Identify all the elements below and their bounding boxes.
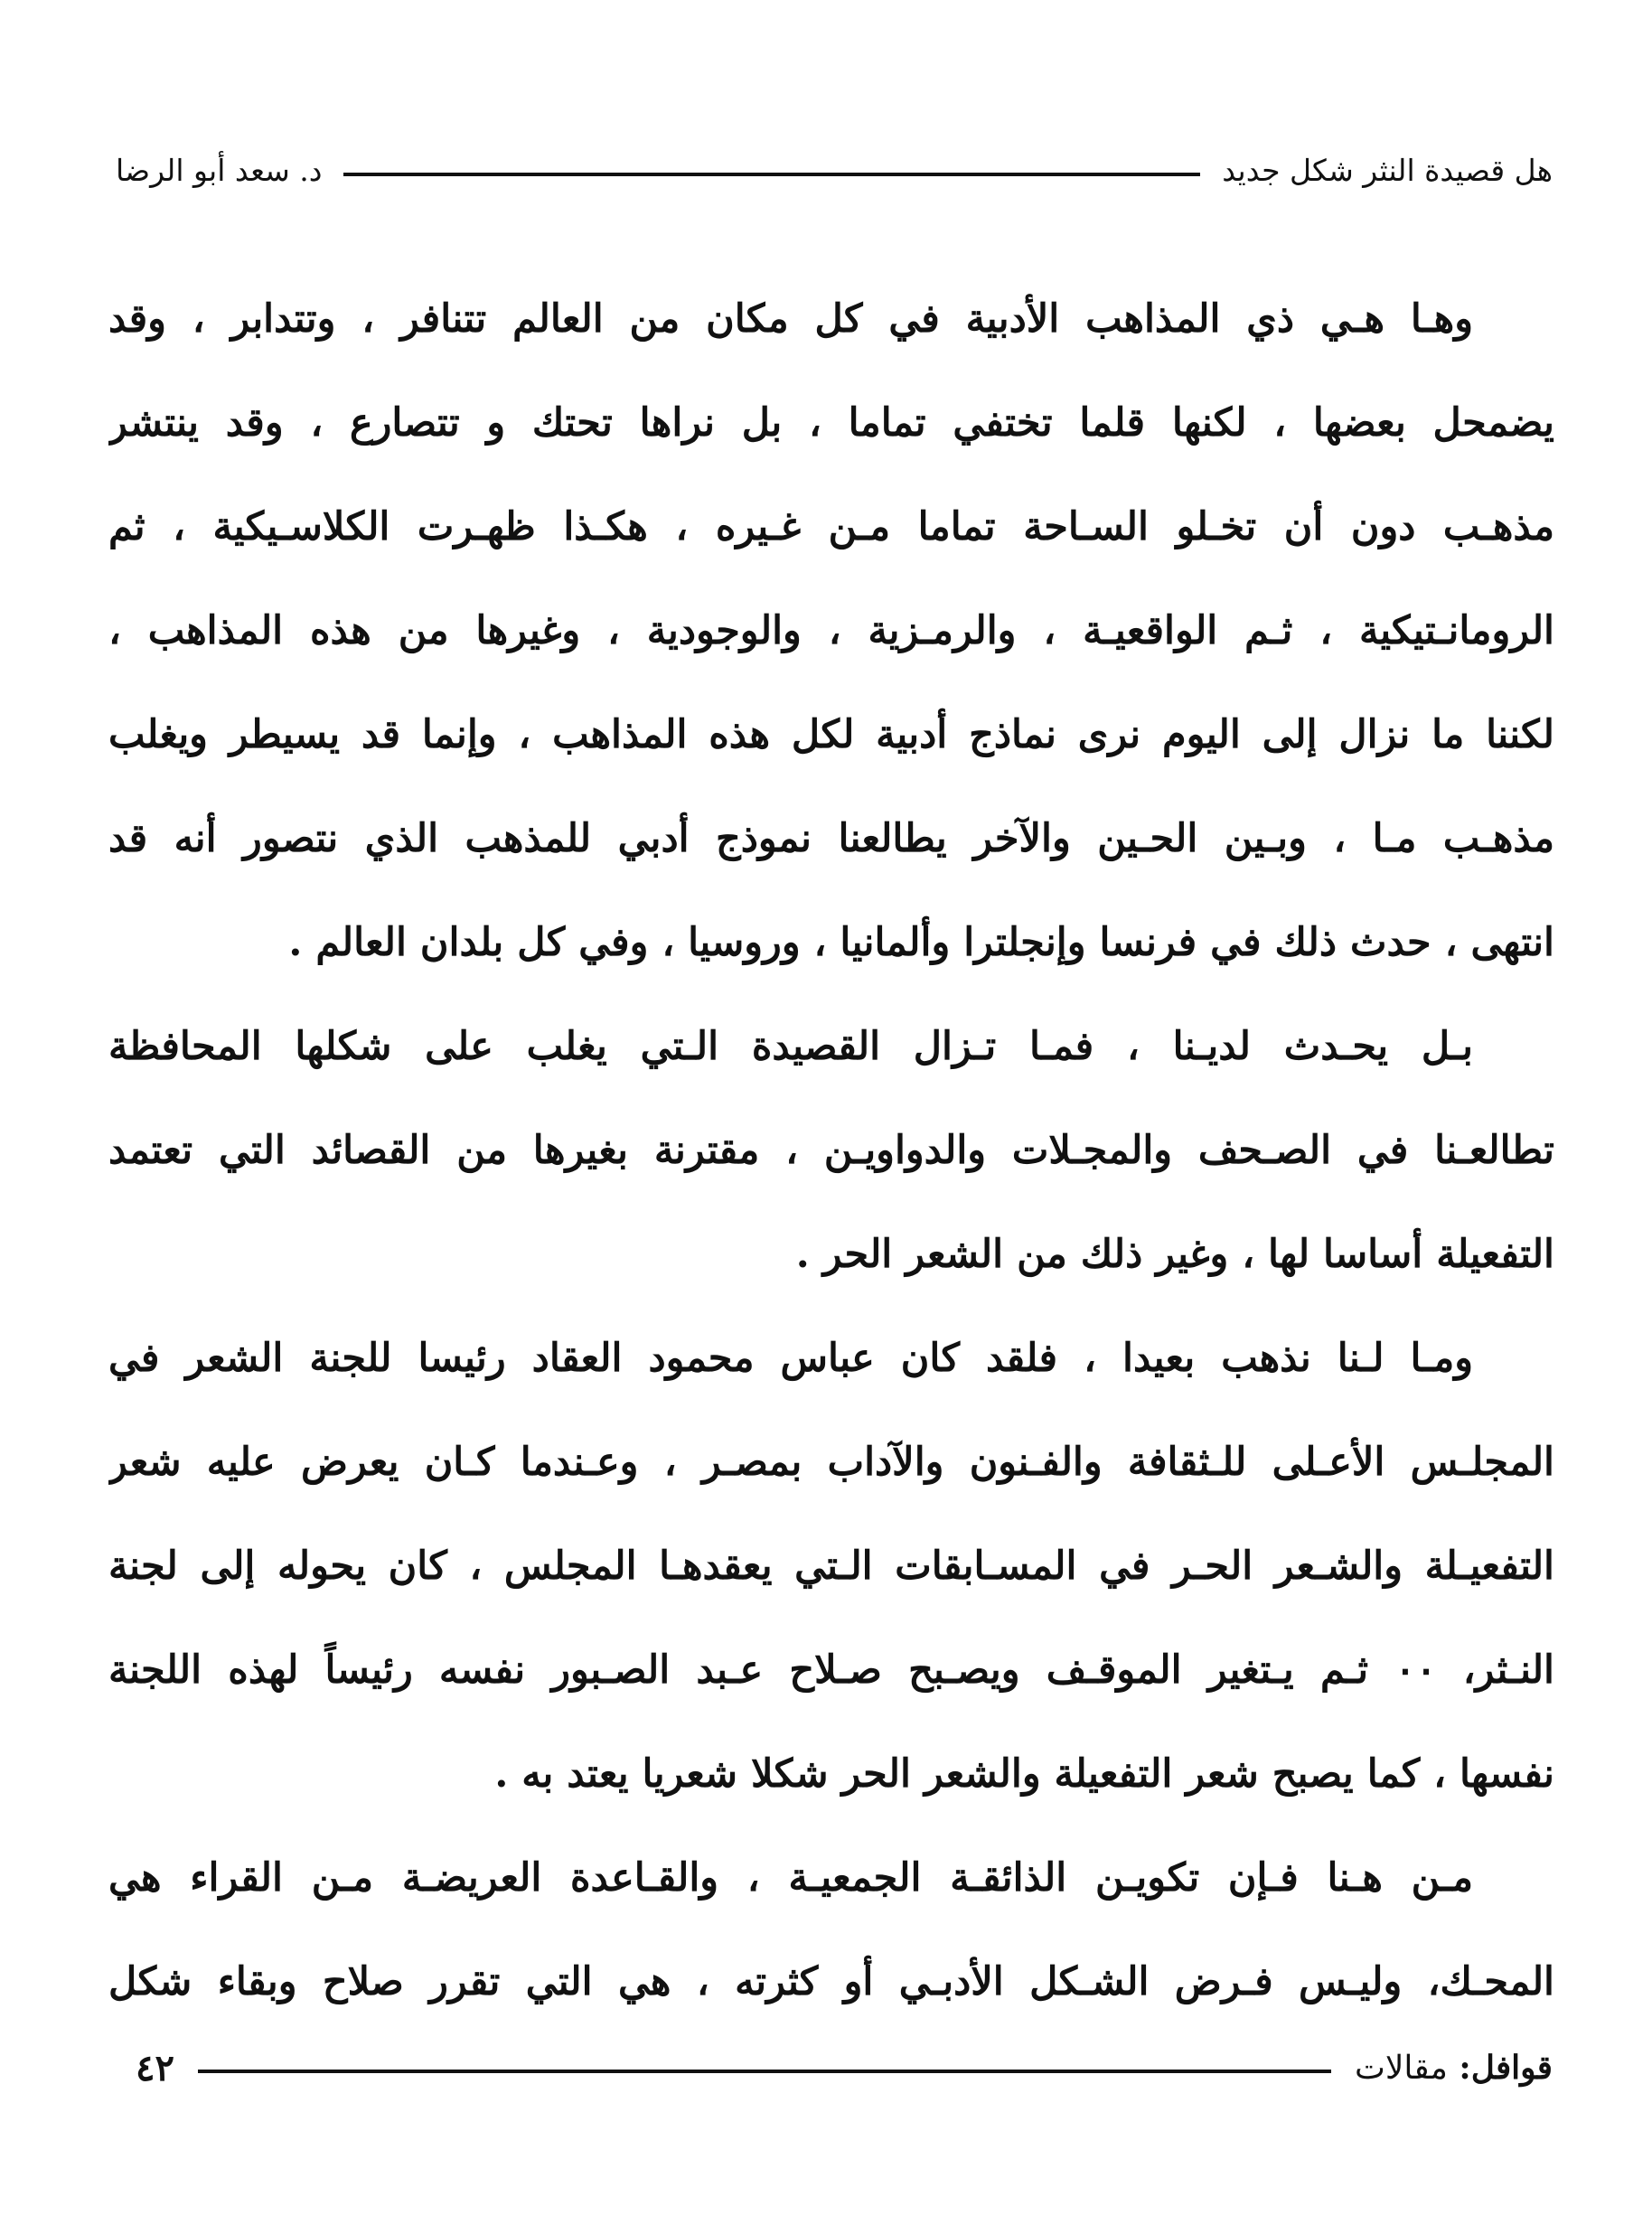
paragraph-4: [108, 1826, 1554, 2034]
footer-rule: [198, 2070, 1331, 2073]
article-body: [108, 268, 1554, 2034]
text-line: مذهـب دون أن تخـلو السـاحة تماما مـن غـيره ، هكـذا ظهـرت الكلاسـيكية ، ثم: [108, 504, 1554, 549]
text-line: المحـك، وليـس فـرض الشـكل الأدبـي أو كثرته ، هي التي تقرر صلاح وبقاء شكل: [108, 1959, 1554, 2004]
text-line: وهـا هـي ذي المذاهب الأدبية في كل مكان من العالم تتنافر ، وتتدابر ، وقد: [108, 296, 1473, 342]
paragraph-3: [108, 1307, 1554, 1826]
text-line: نفسها ، كما يصبح شعر التفعيلة والشعر الحر شكلا شعريا يعتد به .: [494, 1751, 1554, 1797]
text-line: التفعيلة أساسا لها ، وغير ذلك من الشعر الحر .: [795, 1232, 1554, 1277]
page-number: ٤٢: [136, 2046, 174, 2089]
footer-section-label: قوافل:: [1459, 2049, 1553, 2087]
text-line: الرومانـتيكية ، ثـم الواقعيـة ، والرمـزية ، والوجودية ، وغيرها من هذه المذاهب ،: [108, 608, 1554, 653]
text-line: مذهـب مـا ، وبـين الحـين والآخر يطالعنا نموذج أدبي للمذهب الذي نتصور أنه قد: [108, 816, 1554, 861]
text-line: مـن هـنا فـإن تكويـن الذائقـة الجمعيـة ، والقـاعدة العريضـة مـن القراء هي: [108, 1855, 1473, 1901]
text-line: يضمحل بعضها ، لكنها قلما تختفي تماما ، بل نراها تحتك و تتصارع ، وقد ينتشر: [108, 400, 1554, 446]
header-title: هل قصيدة النثر شكل جديد: [1222, 152, 1553, 188]
text-line: تطالعـنا في الصـحف والمجـلات والدواويـن ، مقترنة بغيرها من القصائد التي تعتمد: [108, 1128, 1554, 1173]
text-line: المجلـس الأعـلى للـثقافة والفـنون والآداب بمصـر ، وعـندما كـان يعرض عليه شعر: [108, 1440, 1554, 1485]
text-line: انتهى ، حدث ذلك في فرنسا وإنجلترا وألمانيا ، وروسيا ، وفي كل بلدان العالم .: [288, 920, 1554, 965]
header-rule: [343, 173, 1200, 176]
text-line: لكننا ما نزال إلى اليوم نرى نماذج أدبية لكل هذه المذاهب ، وإنما قد يسيطر ويغلب: [108, 712, 1554, 757]
text-line: النـثر، ٠٠ ثـم يـتغير الموقـف ويصـبح صـلاح عـبد الصـبور نفسه رئيساً لهذه اللجنة: [108, 1647, 1554, 1693]
text-line: التفعيـلة والشـعر الحـر في المسـابقات الـتي يعقدهـا المجلس ، كان يحوله إلى لجنة: [108, 1544, 1554, 1589]
footer-section-name: مقالات: [1354, 2050, 1448, 2087]
text-line: ومـا لـنا نذهب بعيدا ، فلقد كان عباس محمود العقاد رئيسا للجنة الشعر في: [108, 1336, 1473, 1381]
header-author: د. سعد أبو الرضا: [116, 152, 323, 188]
running-header: [116, 143, 1553, 197]
paragraph-2: [108, 995, 1554, 1307]
text-line: بـل يحـدث لديـنا ، فمـا تـزال القصيدة الـتي يغلب على شكلها المحافظة: [108, 1024, 1473, 1069]
paragraph-1: [108, 268, 1554, 995]
footer-section: [1355, 2049, 1553, 2087]
running-footer: [136, 2041, 1553, 2095]
